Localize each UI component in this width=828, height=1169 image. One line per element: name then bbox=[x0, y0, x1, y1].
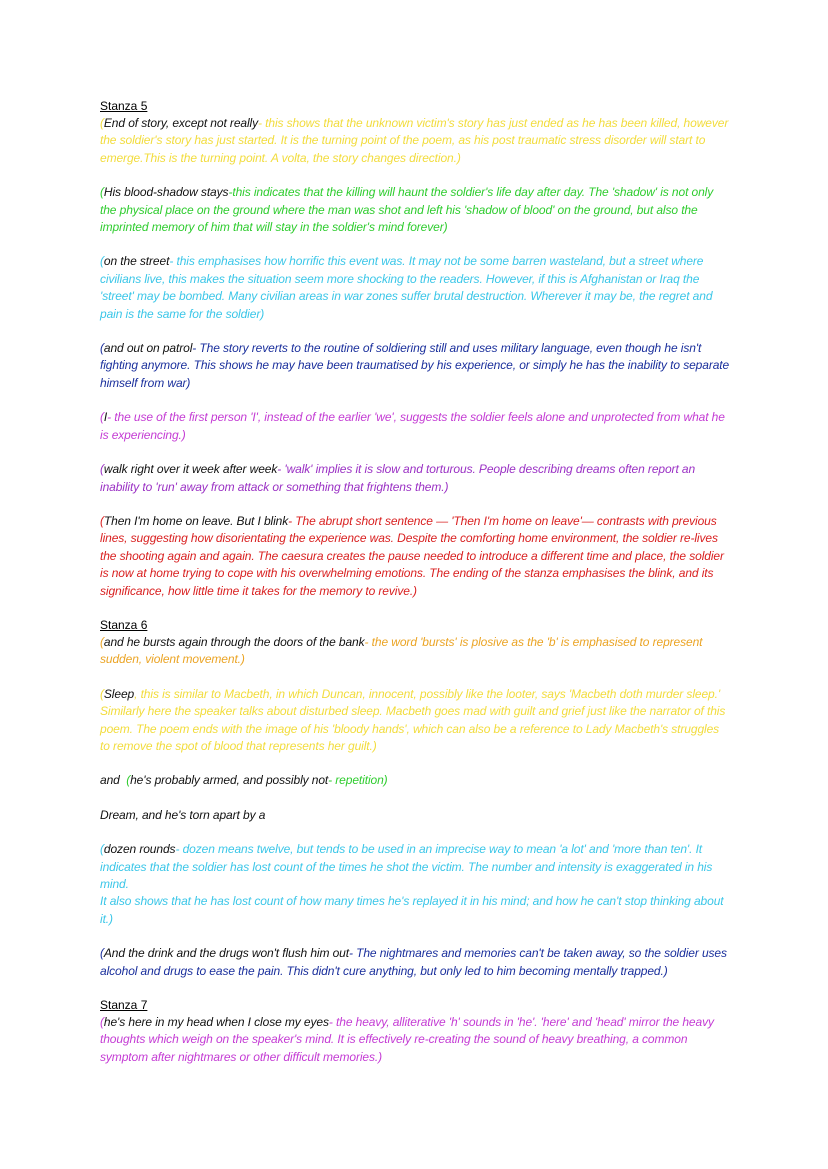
annotation-note: , this is similar to Macbeth, in which Duncan, innocent, possibly like the looter, says 'Macbeth doth murder sleep.' Similarly here the speaker talks about disturbed sleep. Macbeth goes mad with guilt and grief just like the narrator of this poem. The poem ends with the image of his 'bloody hands', which can also be a reference to Lady Macbeth's struggles to remove the spot of blood that represents her guilt.) bbox=[100, 686, 726, 753]
bracket: ( bbox=[100, 410, 104, 425]
annotation-note: - the heavy, alliterative 'h' sounds in 'he'. 'here' and 'head' mirror the heavy thoughts which weigh on the speaker's mind. It is effectively re-creating the sound of heavy breathing, a common symptom after nightmares or other difficult memories.) bbox=[100, 1015, 714, 1064]
poem-quote: dozen rounds bbox=[103, 842, 176, 857]
annotation-paragraph bbox=[100, 115, 732, 167]
section-heading: Stanza 7 bbox=[100, 998, 148, 1013]
annotation-paragraph bbox=[100, 409, 732, 444]
annotation-note: - dozen means twelve, but tends to be used in an imprecise way to mean 'a lot' and 'more than ten'. It indicates that the soldier has lost count of the times he shot the victim. The number and intensity is exaggerated in his mind. bbox=[100, 842, 713, 891]
annotation-note: - the use of the first person 'I', instead of the earlier 'we', suggests the soldier feels alone and unprotected from what he is experiencing.) bbox=[100, 410, 725, 442]
poem-quote: Then I'm home on leave. But I blink bbox=[103, 513, 289, 528]
bracket: ( bbox=[126, 773, 131, 788]
bracket: ( bbox=[100, 842, 104, 857]
poem-quote: Sleep bbox=[103, 686, 135, 701]
poem-lead: and bbox=[100, 773, 127, 788]
poem-quote: Dream, and he's torn apart by a bbox=[100, 807, 266, 822]
annotation-paragraph bbox=[100, 1014, 732, 1066]
bracket: ( bbox=[100, 462, 104, 477]
bracket: ( bbox=[100, 116, 104, 130]
section-heading: Stanza 6 bbox=[100, 617, 148, 632]
annotation-note: It also shows that he has lost count of how many times he's replayed it in his mind; and how he can't stop thinking about it.) bbox=[100, 894, 724, 926]
poem-quote: and out on patrol bbox=[103, 341, 193, 356]
bracket: ( bbox=[100, 1015, 104, 1030]
poem-quote: End of story, except not really bbox=[103, 116, 258, 130]
section-heading: Stanza 5 bbox=[100, 99, 148, 113]
annotation-paragraph bbox=[100, 945, 732, 980]
bracket: ( bbox=[100, 686, 104, 701]
annotation-paragraph bbox=[100, 513, 732, 600]
bracket: ( bbox=[100, 254, 104, 269]
annotation-paragraph bbox=[100, 841, 732, 928]
poem-quote: on the street bbox=[103, 254, 170, 269]
annotation-paragraph bbox=[100, 772, 732, 789]
bracket: ( bbox=[100, 513, 104, 528]
poem-quote: walk right over it week after week bbox=[103, 462, 278, 477]
annotation-note: - The abrupt short sentence — 'Then I'm home on leave'— contrasts with previous lines, suggesting how disorientating the experience was. Despite the comforting home environment, the soldier re-lives the shooting again and again. The caesura creates the pause needed to introduce a different time and place, the soldier is now at home trying to cope with his overwhelming emotions. The ending of the stanza emphasises the blink, and its significance, how little time it takes for the memory to revive.) bbox=[100, 513, 724, 598]
bracket: ( bbox=[100, 185, 104, 200]
annotation-paragraph bbox=[100, 184, 732, 236]
bracket: ( bbox=[100, 634, 104, 649]
poem-quote: he's here in my head when I close my eyes bbox=[103, 1015, 329, 1030]
poem-quote: he's probably armed, and possibly not bbox=[130, 773, 329, 788]
document-page bbox=[100, 98, 732, 1083]
annotation-paragraph bbox=[100, 253, 732, 323]
poem-line bbox=[100, 807, 732, 824]
annotation-note: -this indicates that the killing will haunt the soldier's life day after day. The 'shadow' is not only the physical place on the ground where the man was shot and left his 'shadow of blood' on the ground, but also the imprinted memory of him that will stay in the soldier's mind forever) bbox=[100, 185, 714, 235]
annotation-note: - The story reverts to the routine of soldiering still and uses military language, even though he isn't fighting anymore. This shows he may have been traumatised by his experience, or simply he has the inability to separate himself from war) bbox=[100, 341, 730, 390]
annotation-note: - the word 'bursts' is plosive as the 'b' is emphasised to represent sudden, violent movement.) bbox=[100, 634, 703, 667]
poem-quote: I bbox=[103, 410, 108, 425]
bracket: ( bbox=[100, 946, 104, 961]
annotation-paragraph bbox=[100, 686, 732, 756]
annotation-note: - repetition) bbox=[328, 773, 388, 788]
annotation-paragraph bbox=[100, 461, 732, 496]
annotation-note: - this shows that the unknown victim's story has just ended as he has been killed, however the soldier's story has just started. It is the turning point of the poem, as his post traumatic stress disorder will start to emerge.This is the turning point. A volta, the story changes direction.) bbox=[100, 116, 729, 165]
poem-quote: and he bursts again through the doors of the bank bbox=[103, 634, 365, 649]
annotation-note: - this emphasises how horrific this event was. It may not be some barren wasteland, but a street where civilians live, this makes the situation seem more shocking to the readers. However, if this is Afghanistan or Iraq the 'street' may be bombed. Many civilian areas in war zones suffer brutal destruction. Wherever it may be, the regret and pain is the same for the soldier) bbox=[100, 254, 713, 321]
annotation-note: - The nightmares and memories can't be taken away, so the soldier uses alcohol and drugs to ease the pain. This didn't cure anything, but only led to him becoming mentally trapped.) bbox=[100, 946, 727, 978]
poem-quote: His blood-shadow stays bbox=[103, 185, 229, 200]
bracket: ( bbox=[100, 341, 104, 356]
annotation-paragraph bbox=[100, 340, 732, 392]
annotation-note: - 'walk' implies it is slow and torturous. People describing dreams often report an inability to 'run' away from attack or something that frightens them.) bbox=[100, 462, 696, 494]
annotation-paragraph bbox=[100, 634, 732, 669]
poem-quote: And the drink and the drugs won't flush him out bbox=[103, 946, 349, 961]
